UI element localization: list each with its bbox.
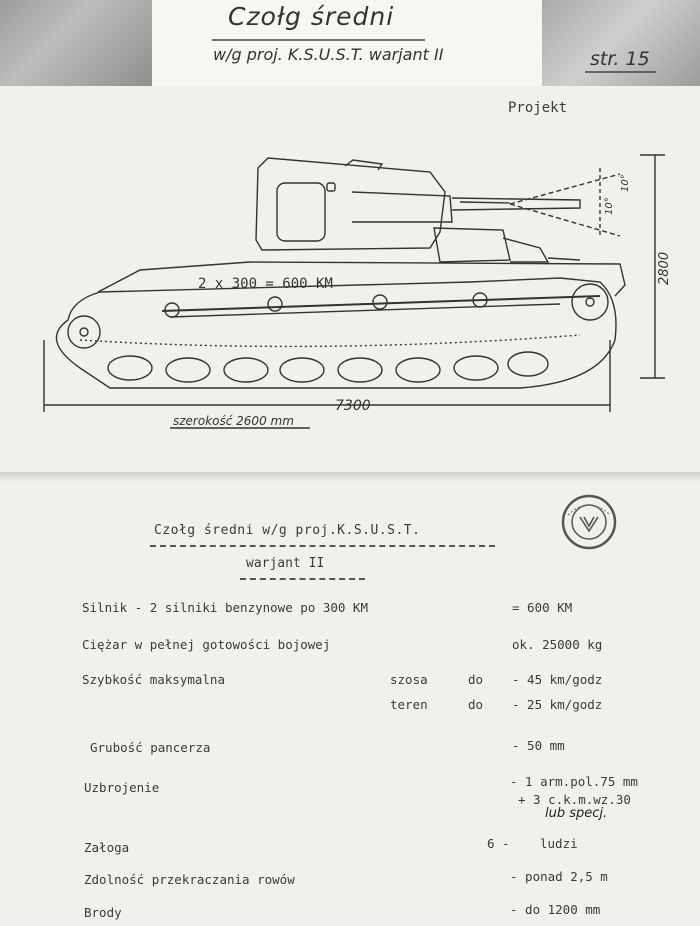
spec-speed-terrain-value: - 25 km/godz (512, 697, 603, 712)
spec-speed-road-do: do (468, 672, 484, 687)
spec-armament-handwritten-note: lub specj. (545, 806, 608, 821)
spec-title: Czołg średni w/g proj.K.S.U.S.T. (154, 523, 421, 538)
elevation-down-label: 10° (604, 197, 615, 215)
spec-fording-value: - do 1200 mm (510, 902, 601, 917)
spec-speed-terrain-label: teren (390, 697, 428, 712)
document-title: Czołg średni (228, 2, 395, 31)
archive-stamp-seal (560, 493, 618, 551)
spec-speed-road-label: szosa (390, 672, 428, 687)
track-outline (56, 278, 616, 388)
spec-speed-terrain-do: do (468, 697, 484, 712)
spec-armor-value: - 50 mm (512, 738, 565, 753)
spec-crew-label: Załoga (84, 840, 130, 855)
spec-engine-value: = 600 KM (512, 600, 573, 615)
header-underlines (0, 0, 700, 90)
spec-trench-label: Zdolność przekraczania rowów (84, 872, 295, 887)
spec-crew-number: 6 - (487, 836, 510, 851)
spec-armament-main: - 1 arm.pol.75 mm (510, 774, 638, 789)
spec-crew-value: ludzi (540, 836, 578, 851)
tank-side-view-drawing (0, 86, 700, 472)
spec-weight-value: ok. 25000 kg (512, 637, 603, 652)
length-dimension: 7300 (335, 398, 371, 414)
spec-trench-value: - ponad 2,5 m (510, 869, 608, 884)
spec-title-underline (150, 545, 495, 547)
page-divider (0, 472, 700, 482)
document-subtitle: w/g proj. K.S.U.S.T. warjant II (213, 45, 444, 64)
height-dimension: 2800 (657, 251, 672, 285)
turret-outline (256, 158, 445, 250)
spec-weight-label: Ciężar w pełnej gotowości bojowej (82, 637, 331, 652)
page-reference: str. 15 (590, 48, 650, 70)
drawing-status-label: Projekt (508, 100, 568, 116)
spec-speed-label: Szybkość maksymalna (82, 672, 225, 687)
main-gun (452, 198, 580, 210)
turret-hatch (277, 183, 325, 241)
front-superstructure (434, 228, 510, 262)
spec-variant-underline (240, 578, 365, 580)
spec-armament-mg: + 3 c.k.m.wz.30 (518, 792, 631, 807)
spec-armor-label: Grubość pancerza (90, 740, 211, 755)
spec-fording-label: Brody (84, 905, 122, 920)
engine-label: 2 x 300 = 600 KM (198, 276, 333, 292)
spec-variant: warjant II (246, 556, 325, 571)
spec-armament-label: Uzbrojenie (84, 780, 160, 795)
spec-engine-label: Silnik - 2 silniki benzynowe po 300 KM (82, 600, 368, 615)
elevation-up-label: 10° (620, 174, 631, 192)
width-note: szerokość 2600 mm (173, 414, 294, 428)
spec-speed-road-value: - 45 km/godz (512, 672, 603, 687)
